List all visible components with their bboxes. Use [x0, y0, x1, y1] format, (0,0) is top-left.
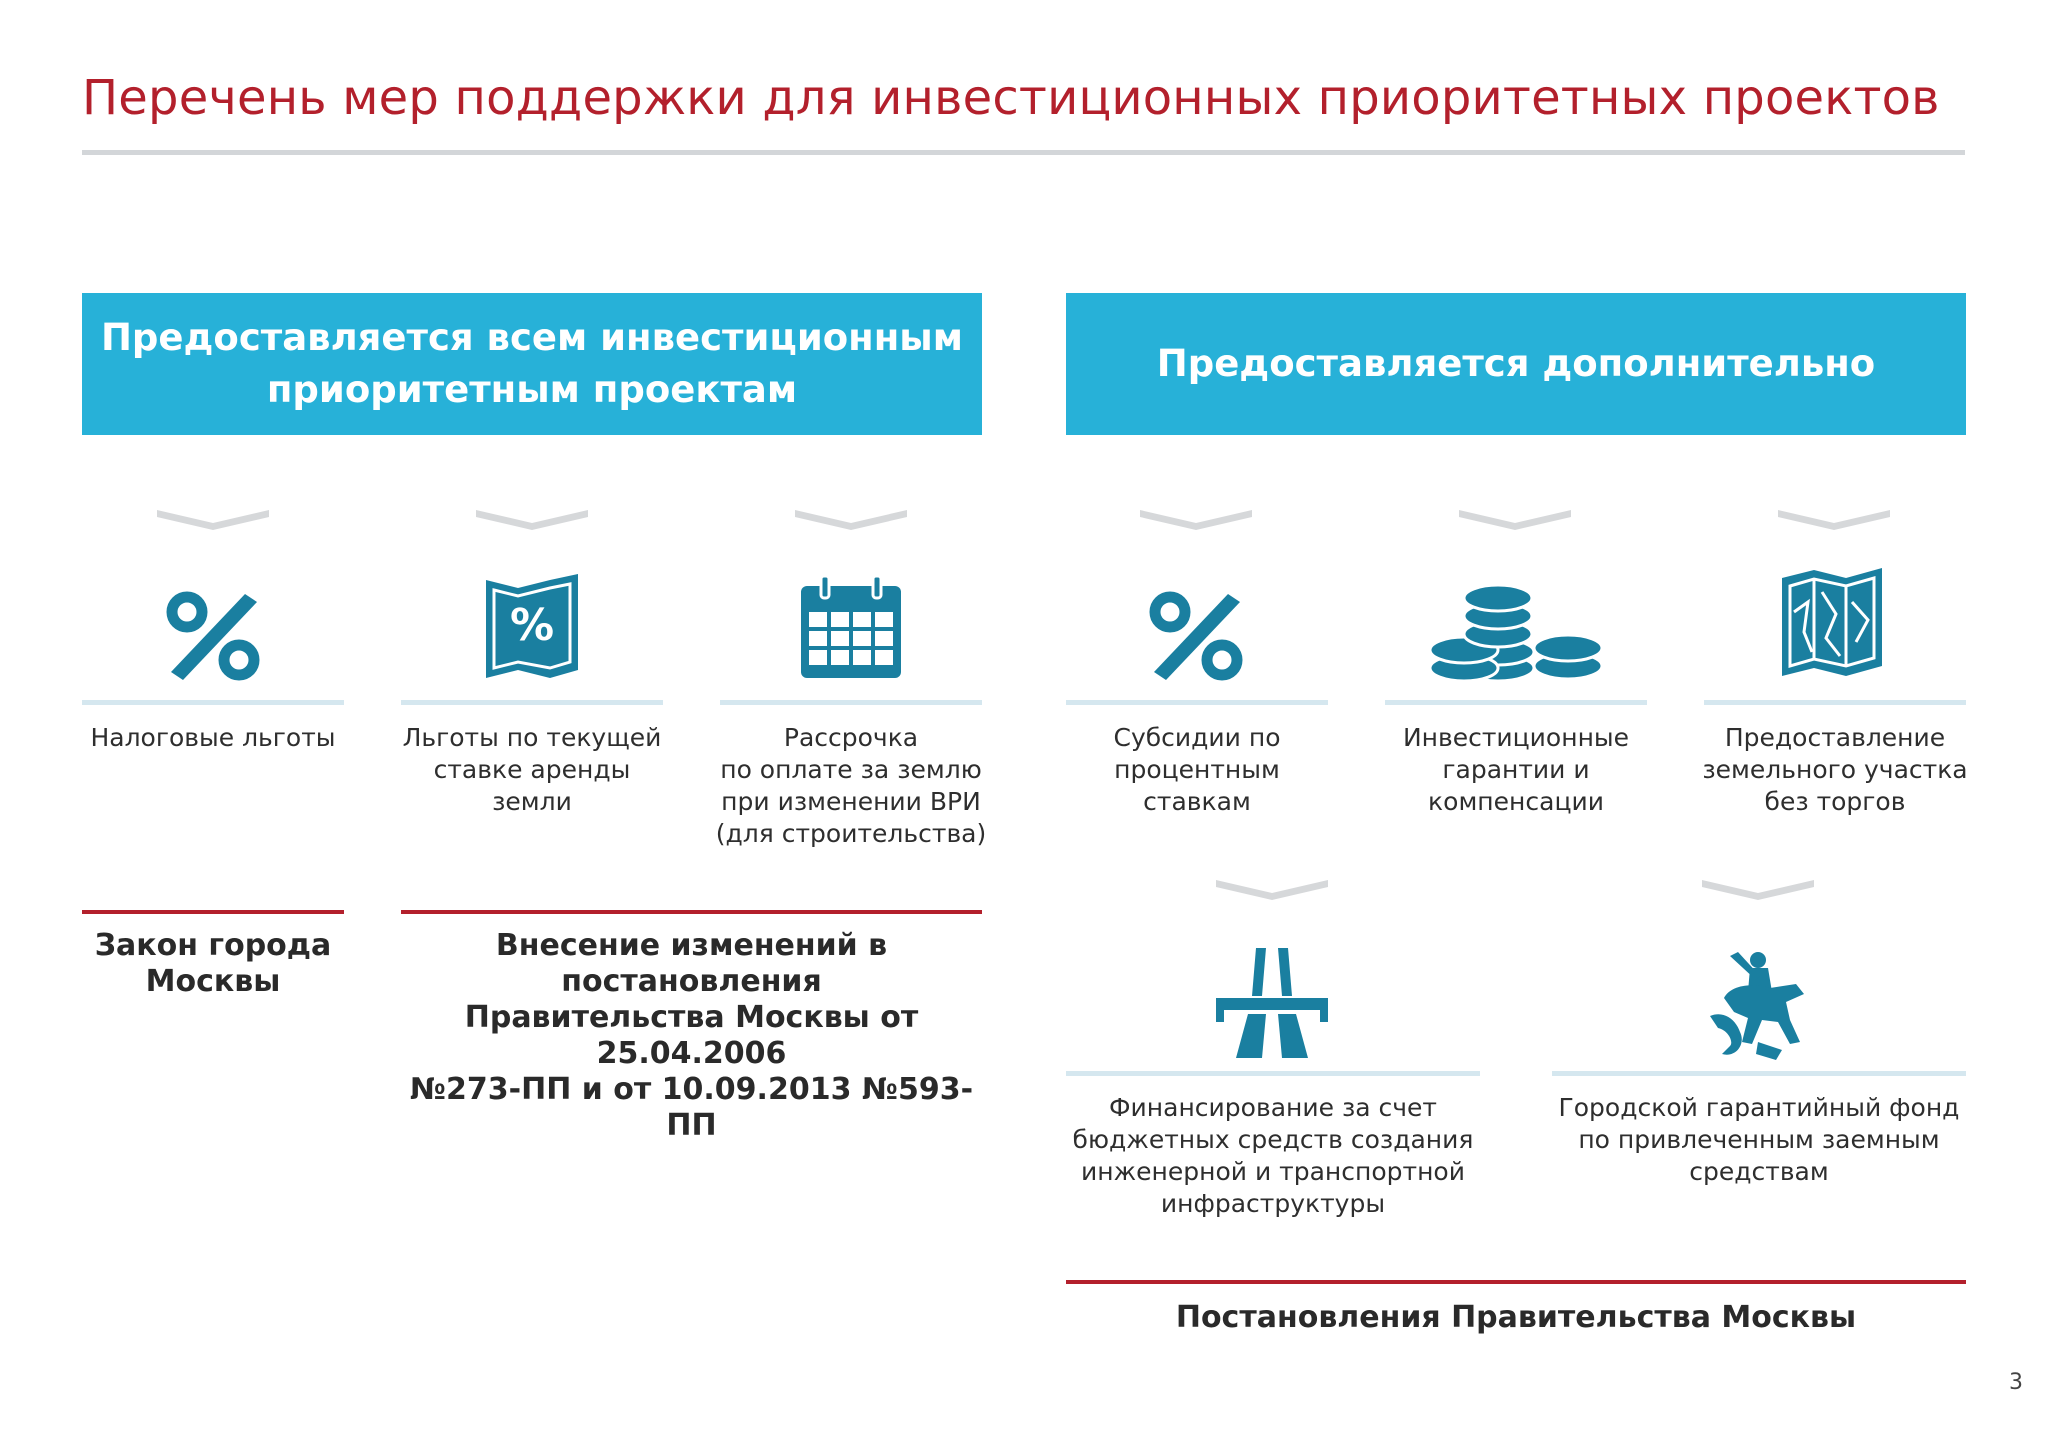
map-icon: [1774, 562, 1894, 682]
chevron-down-icon: [474, 506, 590, 530]
law-divider: [1066, 1280, 1966, 1284]
column-divider: [1066, 700, 1328, 705]
column-divider: [82, 700, 344, 705]
column-divider: [401, 700, 663, 705]
law-divider: [82, 910, 344, 914]
law-government-resolutions: Постановления Правительства Москвы: [1175, 1300, 1857, 1335]
banner-left-line1: Предоставляется всем инвестиционным: [100, 316, 964, 359]
road-icon: [1212, 946, 1332, 1066]
column-divider: [1066, 1071, 1480, 1076]
measure-label-infrastructure-financing: Финансирование за счет бюджетных средств создания инженерной и транспортной инфраструктуры: [1072, 1093, 1474, 1218]
percent-map-icon: [472, 566, 592, 686]
measure-label-land-without-auction: Предоставление земельного участка без торгов: [1702, 723, 1968, 816]
measure-label-interest-subsidies: Субсидии по процентным ставкам: [1113, 723, 1281, 816]
column-divider: [720, 700, 982, 705]
chevron-down-icon: [1214, 876, 1330, 900]
chevron-down-icon: [155, 506, 271, 530]
chevron-down-icon: [1776, 506, 1892, 530]
svg-text:%: %: [509, 600, 555, 651]
law-divider: [401, 910, 982, 914]
measure-label-installment: Рассрочка по оплате за землю при изменении ВРИ (для строительства): [715, 723, 987, 848]
measure-label-investment-guarantees: Инвестиционные гарантии и компенсации: [1402, 723, 1630, 816]
title-divider: [82, 150, 1965, 155]
column-divider: [1552, 1071, 1966, 1076]
page-title: Перечень мер поддержки для инвестиционных приоритетных проектов: [82, 70, 1940, 126]
chevron-down-icon: [1138, 506, 1254, 530]
percent-icon: [1136, 576, 1256, 696]
measure-label-guarantee-fund: Городской гарантийный фонд по привлеченным заемным средствам: [1558, 1093, 1960, 1186]
calendar-icon: [791, 568, 911, 688]
coins-icon: [1428, 576, 1604, 686]
law-city-of-moscow: Закон города Москвы: [94, 928, 332, 999]
banner-additional: [1066, 293, 1966, 435]
chevron-down-icon: [1457, 506, 1573, 530]
percent-icon: [153, 576, 273, 696]
chevron-down-icon: [793, 506, 909, 530]
chevron-down-icon: [1700, 876, 1816, 900]
moscow-emblem-icon: [1700, 946, 1820, 1066]
page-number: 3: [2009, 1370, 2023, 1395]
banner-right-text: Предоставляется дополнительно: [1156, 342, 1876, 385]
column-divider: [1704, 700, 1966, 705]
column-divider: [1385, 700, 1647, 705]
measure-label-land-rent: Льготы по текущей ставке аренды земли: [402, 723, 662, 816]
law-amendments: Внесение изменений в постановления Правительства Москвы от 25.04.2006 №273-ПП и от 10.09.2013 №593-ПП: [409, 928, 974, 1143]
banner-left-line2: приоритетным проектам: [266, 368, 798, 411]
banner-all-projects: [82, 293, 982, 435]
measure-label-tax-benefits: Налоговые льготы: [90, 723, 336, 752]
